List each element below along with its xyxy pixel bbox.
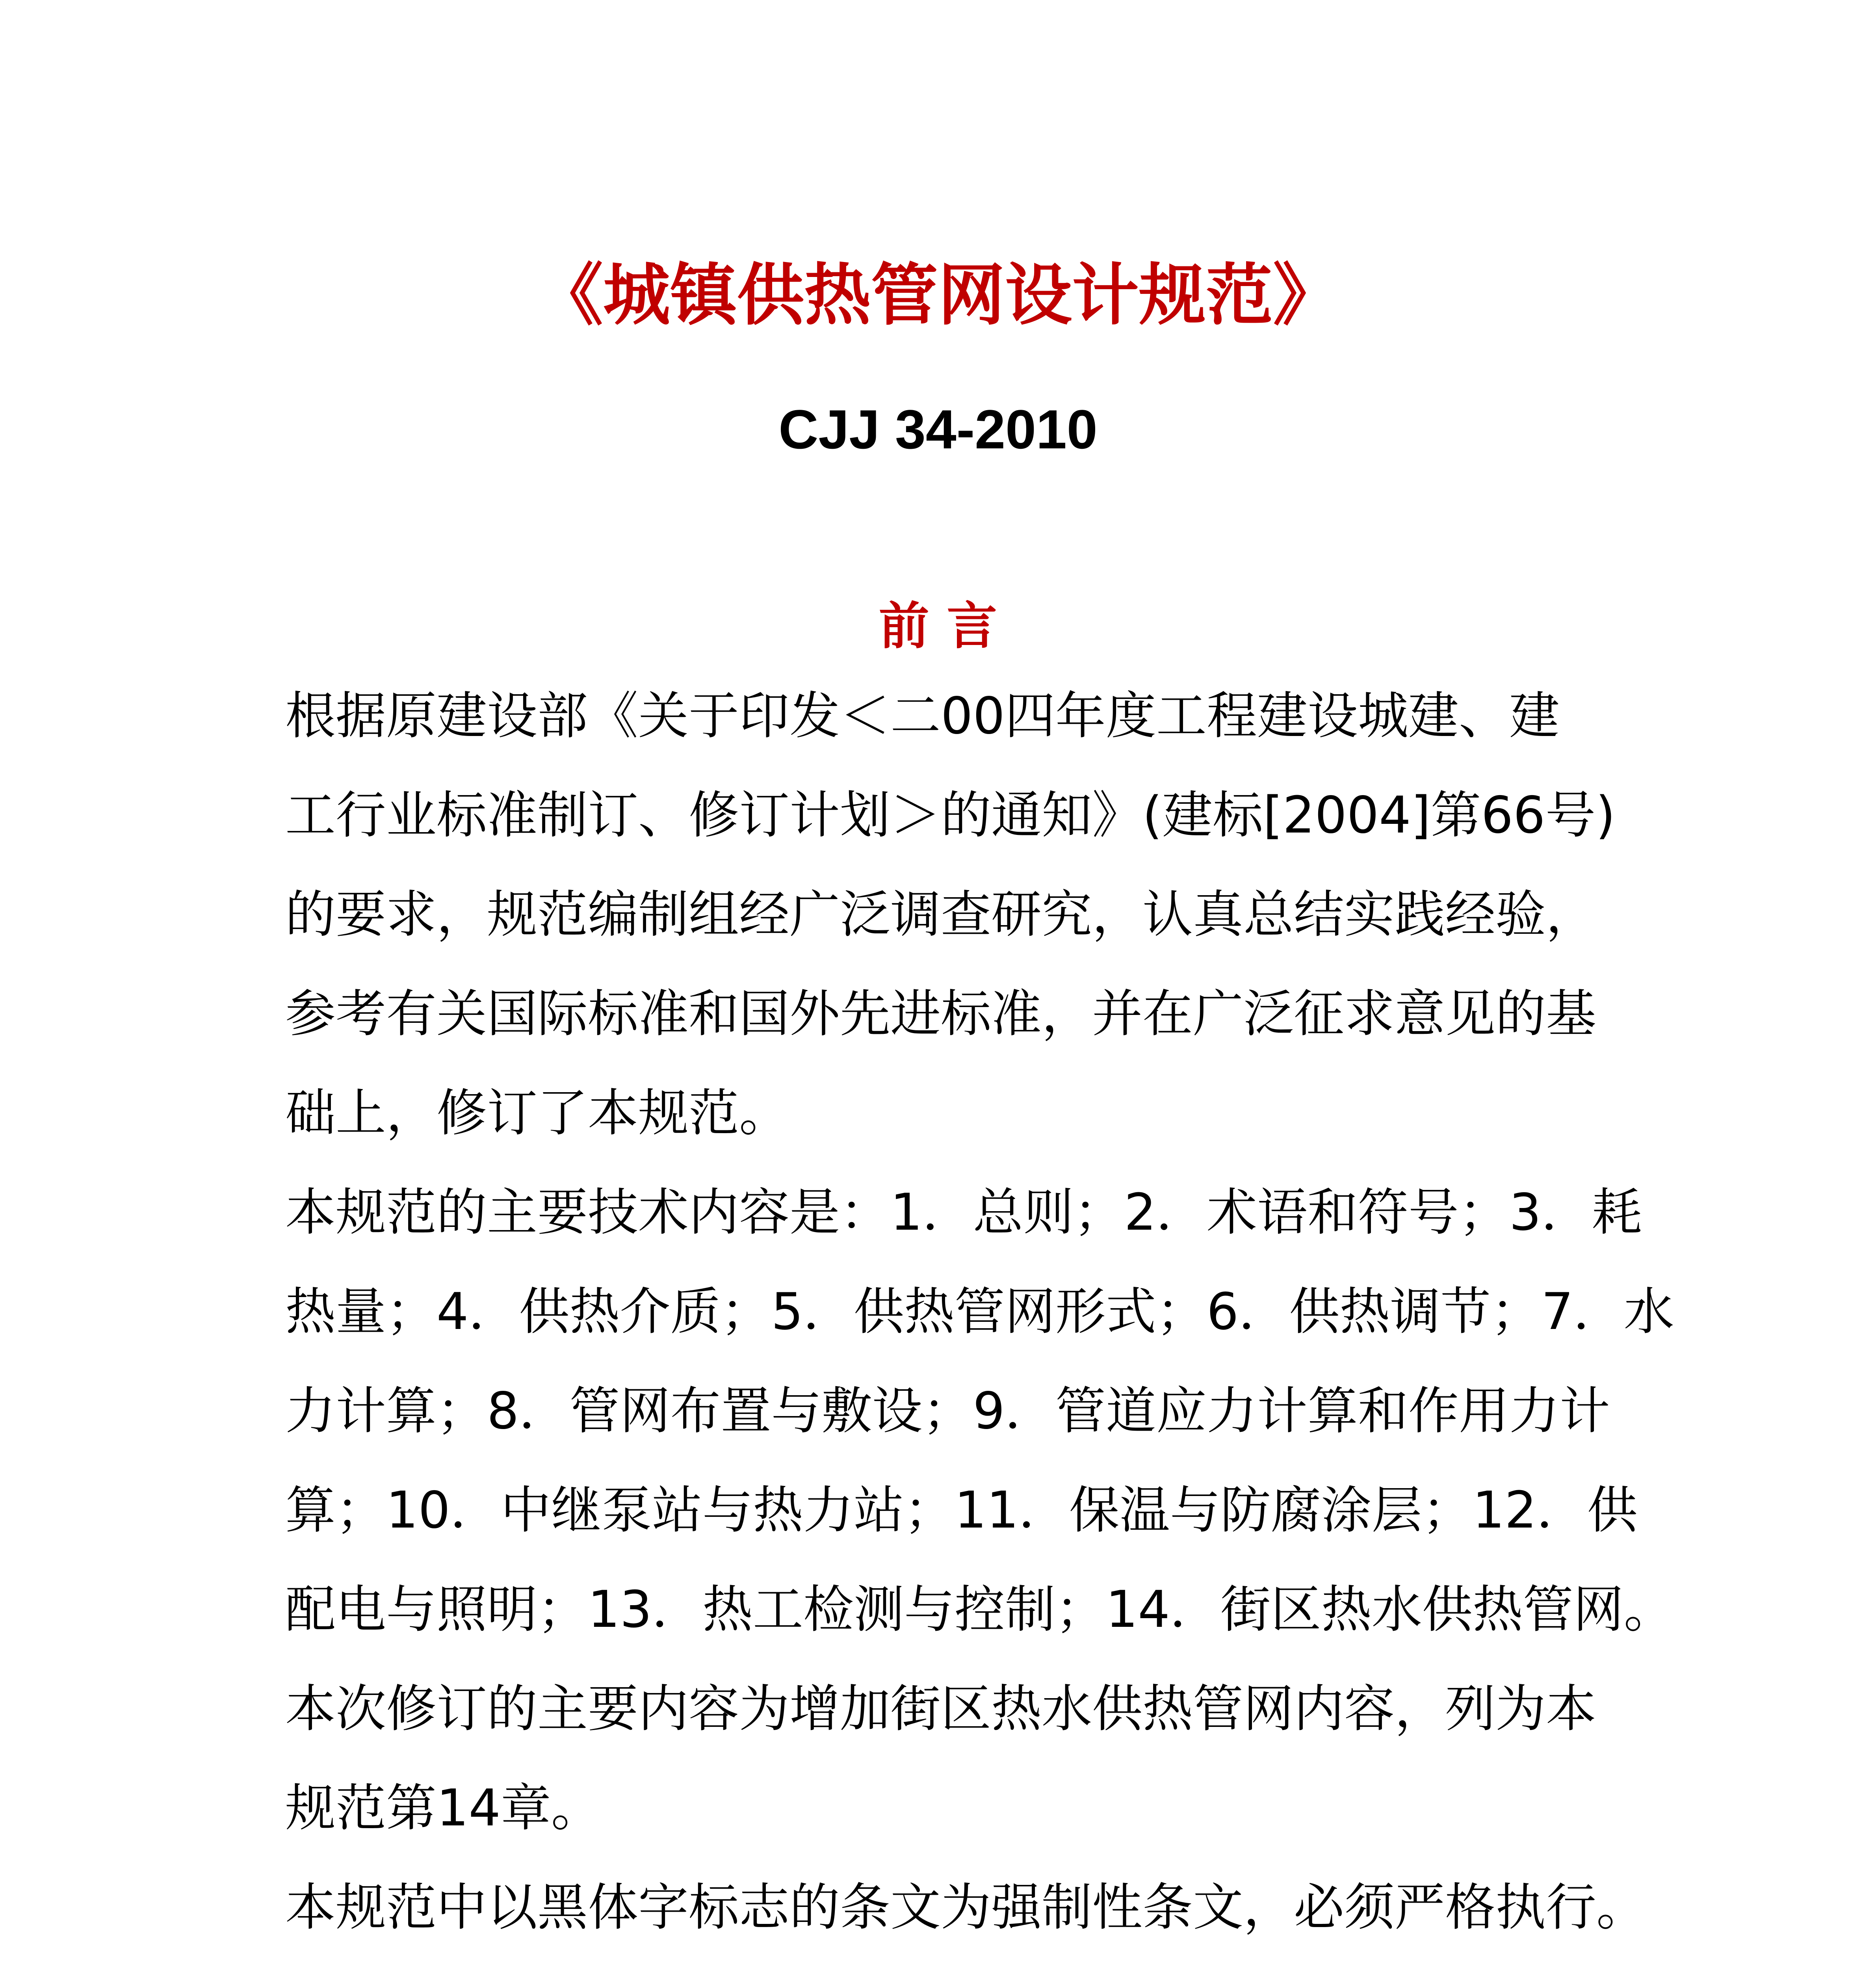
- body-line: 配电与照明；13．热工检测与控制；14．街区热水供热管网。: [285, 1580, 1674, 1639]
- body-line: 本规范的主要技术内容是：1．总则；2．术语和符号；3．耗: [285, 1183, 1642, 1242]
- body-line: 参考有关国际标准和国外先进标准，并在广泛征求意见的基: [285, 985, 1597, 1043]
- body-line: 热量；4．供热介质；5．供热管网形式；6．供热调节；7．水: [285, 1282, 1674, 1341]
- body-line: 工行业标准制订、修订计划＞的通知》(建标[2004]第66号): [285, 786, 1616, 845]
- standard-code: CJJ 34-2010: [778, 398, 1098, 460]
- document-title: 《城镇供热管网设计规范》: [536, 256, 1340, 335]
- preface-body: [285, 685, 1674, 1970]
- section-heading-preface: 前 言: [879, 597, 997, 656]
- body-line: 力计算；8．管网布置与敷设；9．管道应力计算和作用力计: [285, 1382, 1610, 1440]
- body-line: 的要求，规范编制组经广泛调查研究，认真总结实践经验，: [285, 885, 1597, 944]
- body-line: 础上，修订了本规范。: [285, 1084, 790, 1143]
- body-line: 算；10．中继泵站与热力站；11．保温与防腐涂层；12．供: [285, 1481, 1638, 1540]
- body-line: 根据原建设部《关于印发＜二00四年度工程建设城建、建: [285, 687, 1560, 745]
- body-line: 本次修订的主要内容为增加街区热水供热管网内容，列为本: [285, 1680, 1597, 1738]
- body-line: 规范第14章。: [285, 1779, 602, 1838]
- body-line: 本规范中以黑体字标志的条文为强制性条文，必须严格执行。: [285, 1878, 1647, 1937]
